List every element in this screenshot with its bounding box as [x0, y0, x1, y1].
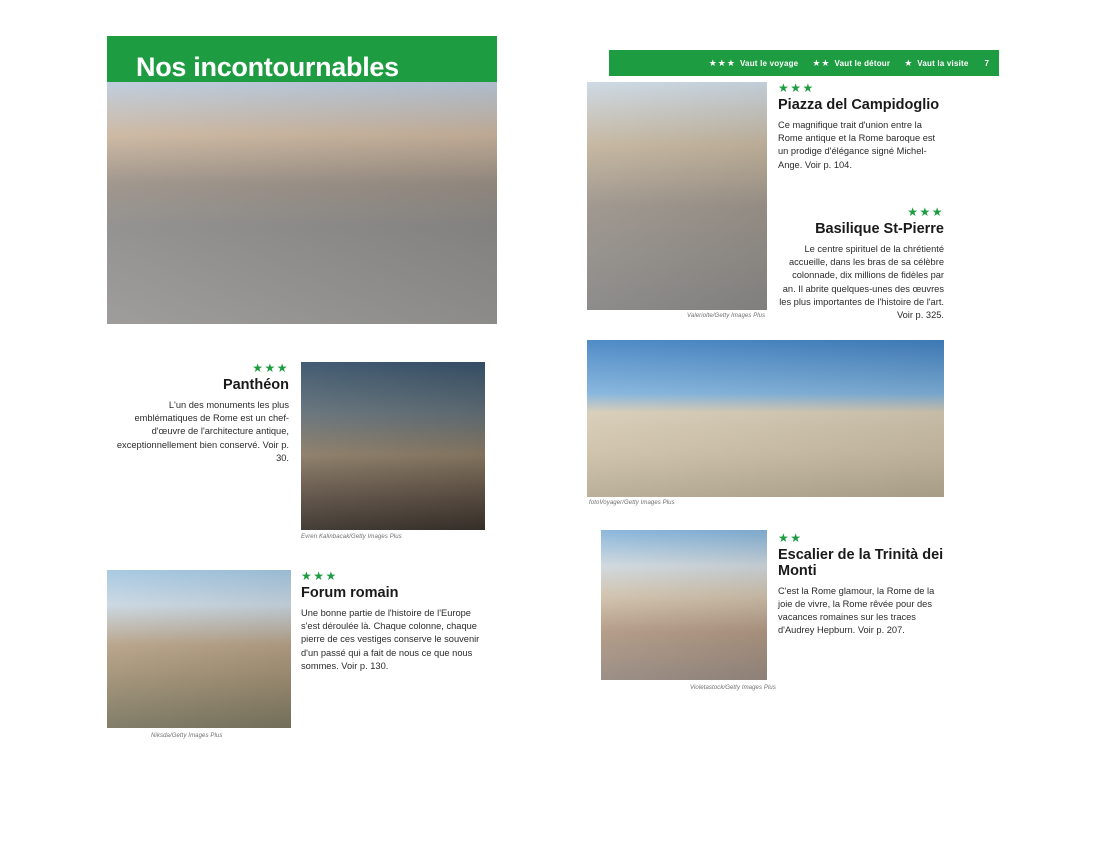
- rating-stars: ★★★: [778, 81, 815, 95]
- photo-trinita-dei-monti: [601, 530, 767, 680]
- right-page-legend-banner: [609, 50, 999, 76]
- photo-campidoglio-hero: [107, 82, 497, 324]
- photo-credit-st-pierre: fotoVoyager/Getty Images Plus: [589, 500, 675, 506]
- entry-body: Une bonne partie de l'histoire de l'Europe s'est déroulée là. Chaque colonne, chaque pierre de ces vestiges conserve le souvenir d'un passé qui a fait de nous ce que nous sommes. Voir p. 130.: [301, 607, 480, 671]
- entry-body: Le centre spirituel de la chrétienté accueille, dans les bras de sa célèbre colonnade, dix millions de fidèles par an. Il abrite quelques-unes des œuvres les plus importantes de l'histoire de l'art. Voir p. 325.: [779, 243, 944, 320]
- photo-credit-forum: Niksda/Getty Images Plus: [151, 733, 223, 739]
- left-page-title: Nos incontournables: [136, 52, 399, 82]
- entry-forum-romain: [301, 570, 489, 673]
- legend-label-2: Vaut le détour: [834, 58, 891, 68]
- rating-stars: ★★★: [301, 569, 338, 583]
- entry-pantheon: [107, 362, 289, 465]
- entry-body: C'est la Rome glamour, la Rome de la joie de vivre, la Rome rêvée pour des vacances romaines sur les traces d'Audrey Hepburn. Voir p. 207.: [778, 585, 935, 636]
- entry-title: Basilique St-Pierre: [815, 221, 944, 237]
- entry-basilique-st-pierre: [778, 206, 944, 322]
- legend-label-1: Vaut la visite: [917, 58, 969, 68]
- entry-title: Panthéon: [222, 377, 289, 393]
- legend-item-1: [904, 58, 968, 69]
- photo-basilique-st-pierre: [587, 340, 944, 497]
- legend-item-2: [812, 58, 890, 69]
- photo-credit-campidoglio: Valeriolte/Getty Images Plus: [687, 313, 766, 319]
- legend-stars-2: ★★: [812, 57, 831, 68]
- entry-title: Forum romain: [301, 585, 399, 601]
- photo-pantheon: [301, 362, 485, 530]
- legend-stars-1: ★: [904, 57, 914, 68]
- legend-stars-3: ★★★: [708, 57, 736, 68]
- photo-credit-trinita: Violetastock/Getty Images Plus: [690, 685, 776, 691]
- photo-forum-romain: [107, 570, 291, 728]
- photo-campidoglio: [587, 82, 767, 310]
- entry-title: Escalier de la Trinità dei Monti: [778, 547, 944, 579]
- entry-title: Piazza del Campidoglio: [778, 97, 940, 113]
- page-number: 7: [984, 58, 989, 68]
- legend-item-3: [709, 58, 799, 69]
- entry-escalier-trinita-dei-monti: [778, 532, 944, 638]
- rating-stars: ★★: [778, 531, 803, 545]
- entry-body: L'un des monuments les plus emblématiques de Rome est un chef-d'œuvre de l'architecture antique, exceptionnellement bien conservé. Voir p. 30.: [116, 399, 289, 463]
- entry-body: Ce magnifique trait d'union entre la Rome antique et la Rome baroque est un prodige d'élégance signé Michel-Ange. Voir p. 104.: [778, 119, 936, 170]
- rating-stars: ★★★: [252, 361, 289, 375]
- entry-piazza-del-campidoglio: [778, 82, 944, 172]
- photo-credit-pantheon: Evren Kalinbacak/Getty Images Plus: [301, 534, 402, 540]
- legend-label-3: Vaut le voyage: [739, 58, 799, 68]
- rating-stars: ★★★: [907, 205, 944, 219]
